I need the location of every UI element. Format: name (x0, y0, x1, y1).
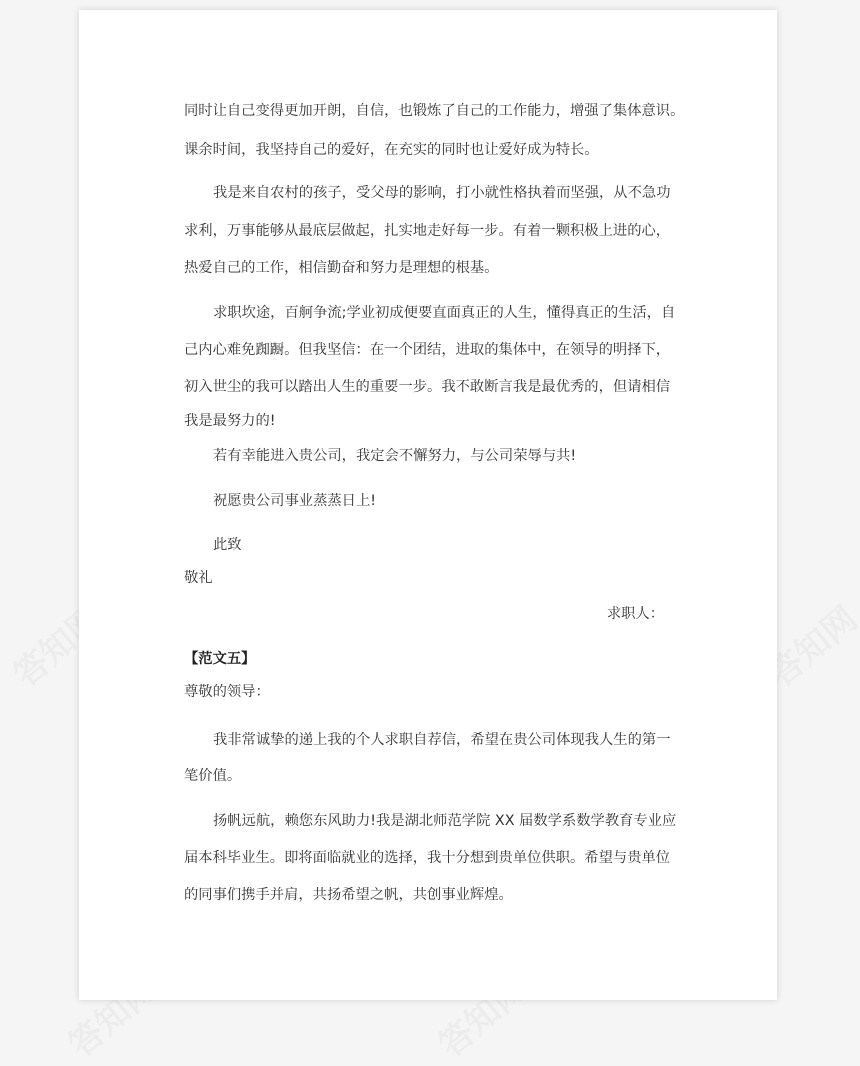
text-line: 的同事们携手并肩，共扬希望之帆，共创事业辉煌。 (184, 887, 513, 903)
text-line: 己内心难免踟蹰。但我坚信：在一个团结，进取的集体中，在领导的明择下， (184, 342, 671, 358)
closing-line: 此致 (213, 537, 242, 553)
text-line: 扬帆远航，赖您东风助力!我是湖北师范学院 XX 届数学系数学教育专业应 (213, 813, 677, 829)
closing-line: 敬礼 (184, 570, 213, 586)
text-line: 同时让自己变得更加开朗，自信，也锻炼了自己的工作能力，增强了集体意识。 (184, 103, 685, 119)
text-line: 我非常诚挚的递上我的个人求职自荐信，希望在贵公司体现我人生的第一 (213, 732, 671, 748)
text-line: 若有幸能进入贵公司，我定会不懈努力，与公司荣辱与共! (213, 448, 577, 464)
text-line: 笔价值。 (184, 768, 242, 784)
text-line: 求职坎途，百舸争流;学业初成便要直面真正的人生，懂得真正的生活，自 (213, 305, 676, 321)
text-line: 初入世尘的我可以踏出人生的重要一步。我不敢断言我是最优秀的，但请相信 (184, 379, 671, 395)
text-line: 祝愿贵公司事业蒸蒸日上! (213, 493, 376, 509)
document-page (79, 10, 777, 1000)
text-line: 我是最努力的! (184, 413, 276, 429)
salutation: 尊敬的领导： (184, 684, 270, 700)
text-line: 求利，万事能够从最底层做起，扎实地走好每一步。有着一颗积极上进的心， (184, 223, 671, 239)
section-heading: 【范文五】 (184, 651, 256, 667)
text-line: 我是来自农村的孩子，受父母的影响，打小就性格执着而坚强，从不急功 (213, 185, 671, 201)
text-line: 热爱自己的工作，相信勤奋和努力是理想的根基。 (184, 260, 499, 276)
text-line: 届本科毕业生。即将面临就业的选择，我十分想到贵单位供职。希望与贵单位 (184, 850, 671, 866)
signature-line: 求职人： (606, 606, 664, 622)
text-line: 课余时间，我坚持自己的爱好，在充实的同时也让爱好成为特长。 (184, 142, 599, 158)
